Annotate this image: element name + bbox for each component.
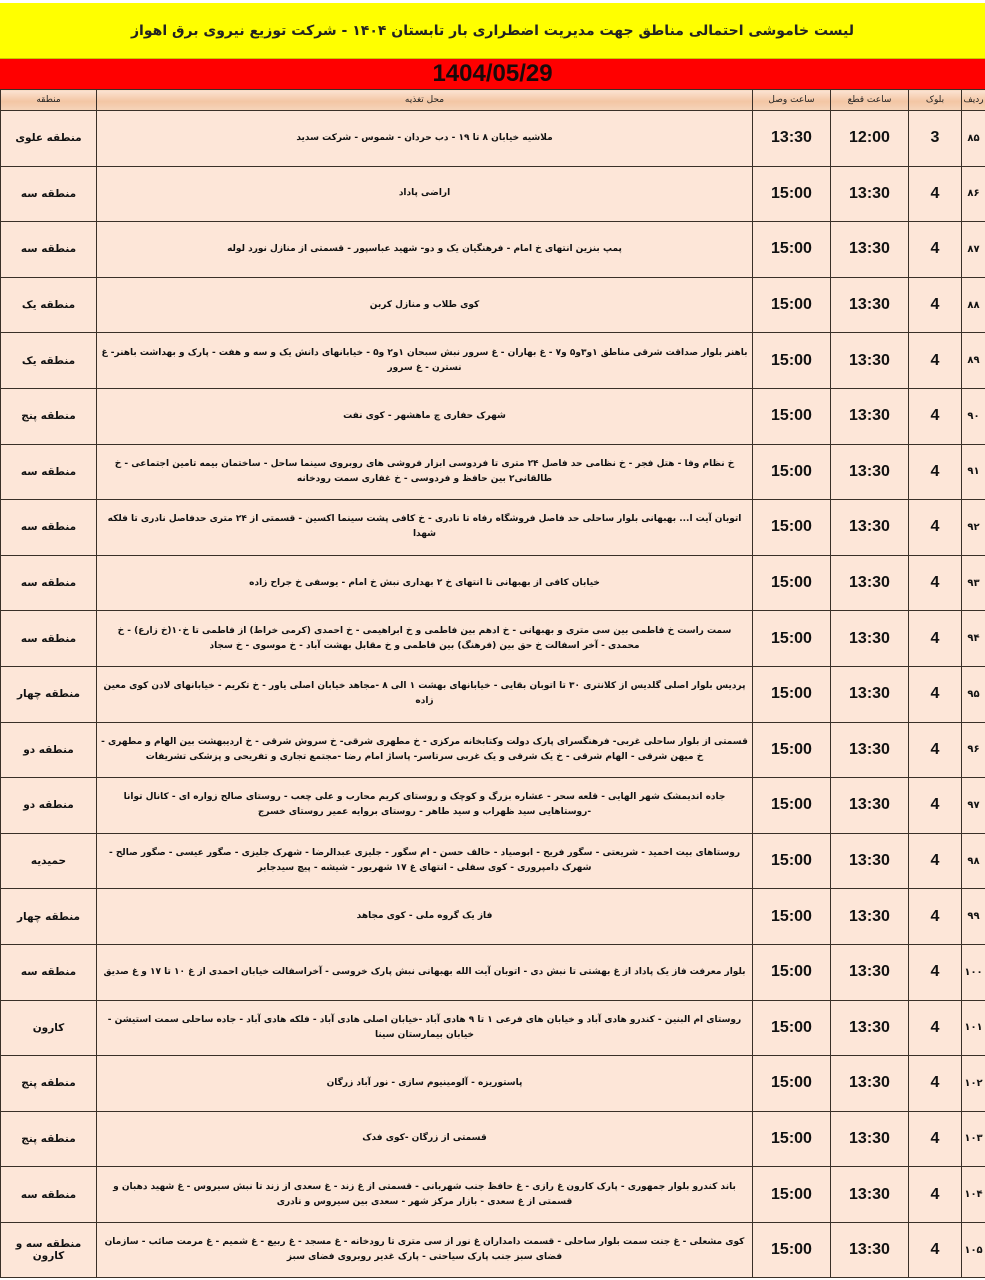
cut-time-cell: 13:30 [831,388,909,444]
row-number-cell: ۱۰۵ [962,1222,985,1278]
region-cell: منطقه سه [1,222,97,278]
block-cell: 4 [909,277,962,333]
cut-time-cell: 13:30 [831,666,909,722]
table-row [1,333,985,389]
page-title: لیست خاموشی احتمالی مناطق جهت مدیریت اضطراری بار تابستان ۱۴۰۴ - شرکت توزیع نیروی برق اهواز [0,3,985,59]
cut-time-cell: 13:30 [831,889,909,945]
cut-time-cell: 13:30 [831,611,909,667]
block-cell: 4 [909,1056,962,1112]
region-cell: منطقه یک [1,277,97,333]
region-cell: منطقه پنج [1,388,97,444]
block-cell: 4 [909,555,962,611]
location-cell: کوی طلاب و منازل کربن [97,277,753,333]
table-row [1,388,985,444]
block-cell: 4 [909,444,962,500]
row-number-cell: ۹۰ [962,388,985,444]
cut-time-cell: 13:30 [831,1000,909,1056]
header-block: بلوک [909,90,962,111]
row-number-cell: ۸۷ [962,222,985,278]
block-cell: 4 [909,1167,962,1223]
row-number-cell: ۹۴ [962,611,985,667]
table-row [1,555,985,611]
region-cell: حمیدیه [1,833,97,889]
block-cell: 4 [909,666,962,722]
row-number-cell: ۹۸ [962,833,985,889]
table-row [1,666,985,722]
block-cell: 4 [909,778,962,834]
cut-time-cell: 13:30 [831,166,909,222]
region-cell: منطقه سه [1,555,97,611]
block-cell: 4 [909,1000,962,1056]
location-cell: باهنر بلوار صداقت شرقی مناطق ۱و۳و۵ و۷ - غ بهاران - غ سرور نبش سبحان ۱و۲ و۵ - خیابانهای دانش یک و سه و هفت - پارک و بهداشت باهنر- غ نسترن - غ سرور [97,333,753,389]
table-row [1,500,985,556]
region-cell: منطقه سه [1,944,97,1000]
connect-time-cell: 15:00 [753,889,831,945]
connect-time-cell: 15:00 [753,1167,831,1223]
connect-time-cell: 15:00 [753,444,831,500]
region-cell: منطقه سه [1,500,97,556]
region-cell: منطقه سه [1,611,97,667]
location-cell: پاستوریزه - آلومینیوم سازی - نور آباد زرگان [97,1056,753,1112]
location-cell: سمت راست خ فاطمی بین سی متری و بهبهانی - خ ادهم بین فاطمی و خ ابراهیمی - خ احمدی (کرمی خراط) از فاطمی تا خ۱۰(خ زارع) - خ محمدی - آخر اسفالت خ حق بین (فرهنگ) بین فاطمی و خ مقابل بهشت آباد - خ موسوی - خ سجاد [97,611,753,667]
cut-time-cell: 13:30 [831,277,909,333]
block-cell: 4 [909,1111,962,1167]
location-cell: شهرک حفاری چ ماهشهر - کوی نفت [97,388,753,444]
table-row [1,166,985,222]
table-row [1,222,985,278]
connect-time-cell: 15:00 [753,1000,831,1056]
connect-time-cell: 15:00 [753,388,831,444]
table-row [1,1167,985,1223]
connect-time-cell: 13:30 [753,111,831,167]
location-cell: باند کندرو بلوار جمهوری - پارک کارون غ رازی - غ حافظ جنب شهربانی - قسمتی از غ زند - غ سعدی از زند تا نبش سیروس - غ شهید دهبان و قسمتی از غ سعدی - بازار مرکز شهر - سعدی بین سیروس و نادری [97,1167,753,1223]
date-banner: 1404/05/29 [0,59,985,89]
cut-time-cell: 13:30 [831,1167,909,1223]
block-cell: 3 [909,111,962,167]
cut-time-cell: 13:30 [831,1222,909,1278]
location-cell: خ نظام وفا - هتل فجر - خ نظامی حد فاصل ۲۴ متری تا فردوسی ابزار فروشی های روبروی سینما ساحل - ساختمان بیمه تامین اجتماعی - خ طالقانی۲ بین حافظ و فردوسی - خ غفاری سمت رودخانه [97,444,753,500]
cut-time-cell: 13:30 [831,833,909,889]
block-cell: 4 [909,889,962,945]
cut-time-cell: 13:30 [831,778,909,834]
block-cell: 4 [909,944,962,1000]
row-number-cell: ۱۰۲ [962,1056,985,1112]
row-number-cell: ۱۰۱ [962,1000,985,1056]
table-row [1,722,985,778]
cut-time-cell: 13:30 [831,944,909,1000]
block-cell: 4 [909,388,962,444]
header-cut-time: ساعت قطع [831,90,909,111]
cut-time-cell: 13:30 [831,444,909,500]
connect-time-cell: 15:00 [753,722,831,778]
row-number-cell: ۸۶ [962,166,985,222]
table-row [1,889,985,945]
table-row [1,1111,985,1167]
header-connect-time: ساعت وصل [753,90,831,111]
cut-time-cell: 13:30 [831,555,909,611]
region-cell: منطقه علوی [1,111,97,167]
region-cell: منطقه دو [1,778,97,834]
location-cell: روستای ام البنین - کندرو هادی آباد و خیابان های فرعی ۱ تا ۹ هادی آباد -خیابان اصلی هادی آباد - فلکه هادی آباد - جاده ساحلی سمت استیشن - خیابان بیمارستان سینا [97,1000,753,1056]
table-row [1,611,985,667]
header-region: منطقه [1,90,97,111]
block-cell: 4 [909,500,962,556]
connect-time-cell: 15:00 [753,1222,831,1278]
location-cell: پردیس بلوار اصلی گلدیس از کلانتری ۳۰ تا اتوبان بقایی - خیابانهای بهشت ۱ الی ۸ -مجاهد خیابان اصلی یاور - خ تکریم - خیابانهای لادن کوی معین زاده [97,666,753,722]
location-cell: اراضی پاداد [97,166,753,222]
connect-time-cell: 15:00 [753,222,831,278]
cut-time-cell: 13:30 [831,333,909,389]
connect-time-cell: 15:00 [753,500,831,556]
location-cell: پمپ بنزین انتهای خ امام - فرهنگیان یک و دو- شهید عباسپور - قسمتی از منازل نورد لوله [97,222,753,278]
table-row [1,833,985,889]
connect-time-cell: 15:00 [753,277,831,333]
table-row [1,778,985,834]
region-cell: منطقه پنج [1,1056,97,1112]
location-cell: اتوبان آیت ا... بهبهانی بلوار ساحلی حد فاصل فروشگاه رفاه تا نادری - خ کافی پشت سینما اکسین - قسمتی از ۲۴ متری حدفاصل نادری تا فلکه شهدا [97,500,753,556]
region-cell: منطقه سه و کارون [1,1222,97,1278]
region-cell: منطقه سه [1,166,97,222]
connect-time-cell: 15:00 [753,166,831,222]
cut-time-cell: 13:30 [831,1056,909,1112]
region-cell: منطقه چهار [1,889,97,945]
location-cell: جاده اندیمشک شهر الهایی - قلعه سحر - عشاره بزرگ و کوچک و روستای کریم محارب و علی چعب - روستای صالح زواره ای - کانال توانا -روستاهایی سید ظهراب و سید طاهر - روستای بروایه عمیر روستای خسرج [97,778,753,834]
block-cell: 4 [909,222,962,278]
region-cell: منطقه دو [1,722,97,778]
header-location: محل تغذیه [97,90,753,111]
connect-time-cell: 15:00 [753,1056,831,1112]
header-row-number: ردیف [962,90,985,111]
connect-time-cell: 15:00 [753,1111,831,1167]
connect-time-cell: 15:00 [753,833,831,889]
region-cell: منطقه سه [1,1167,97,1223]
row-number-cell: ۹۵ [962,666,985,722]
table-row [1,1222,985,1278]
region-cell: کارون [1,1000,97,1056]
outage-schedule-table [0,89,985,1278]
cut-time-cell: 13:30 [831,722,909,778]
row-number-cell: ۱۰۰ [962,944,985,1000]
location-cell: قسمتی از زرگان -کوی فدک [97,1111,753,1167]
row-number-cell: ۹۲ [962,500,985,556]
region-cell: منطقه یک [1,333,97,389]
row-number-cell: ۹۷ [962,778,985,834]
row-number-cell: ۹۳ [962,555,985,611]
connect-time-cell: 15:00 [753,333,831,389]
location-cell: روستاهای بیت احمید - شریعتی - سگور فریح - ابوصیاد - حالف حسن - ام سگور - جلیزی عبدالرضا - شهرک جلیزی - صگور عیسی - صگور صالح - شهرک دامپروری - کوی سفلی - انتهای غ ۱۷ شهریور - شیشه - پیچ سیدجابر [97,833,753,889]
connect-time-cell: 15:00 [753,666,831,722]
table-row [1,944,985,1000]
connect-time-cell: 15:00 [753,778,831,834]
connect-time-cell: 15:00 [753,555,831,611]
block-cell: 4 [909,1222,962,1278]
connect-time-cell: 15:00 [753,944,831,1000]
block-cell: 4 [909,611,962,667]
row-number-cell: ۸۵ [962,111,985,167]
connect-time-cell: 15:00 [753,611,831,667]
cut-time-cell: 13:30 [831,500,909,556]
location-cell: بلوار معرفت فاز یک پاداد از غ بهشتی تا نبش دی - اتوبان آیت الله بهبهانی نبش پارک خروسی - آخراسفالت خیابان احمدی از غ ۱۰ تا ۱۷ و غ صدیق [97,944,753,1000]
location-cell: ملاشیه خیابان ۸ تا ۱۹ - دب حردان - شموس - شرکت سدید [97,111,753,167]
block-cell: 4 [909,833,962,889]
row-number-cell: ۸۹ [962,333,985,389]
location-cell: قسمتی از بلوار ساحلی غربی- فرهنگسرای پارک دولت وکتابخانه مرکزی - خ مطهری شرقی- خ سروش شرقی - خ اردیبهشت بین الهام و مطهری - خ میهن شرقی - الهام شرقی - خ یک شرقی و یک غربی سرتاسر- پاساژ امام رضا -مجتمع تجاری و تفریحی و پزشکی تشریفات [97,722,753,778]
block-cell: 4 [909,166,962,222]
row-number-cell: ۱۰۳ [962,1111,985,1167]
row-number-cell: ۹۶ [962,722,985,778]
cut-time-cell: 13:30 [831,222,909,278]
block-cell: 4 [909,722,962,778]
region-cell: منطقه چهار [1,666,97,722]
row-number-cell: ۸۸ [962,277,985,333]
location-cell: کوی مشعلی - غ جنت سمت بلوار ساحلی - قسمت دامداران غ نور از سی متری تا رودخانه - غ مسجد - غ ربیع - غ شمیم - غ مرمت صائب - سازمان فضای سبز جنب پارک سیاحتی - پارک غدیر روبروی فضای سبز [97,1222,753,1278]
cut-time-cell: 12:00 [831,111,909,167]
cut-time-cell: 13:30 [831,1111,909,1167]
block-cell: 4 [909,333,962,389]
row-number-cell: ۹۹ [962,889,985,945]
region-cell: منطقه سه [1,444,97,500]
row-number-cell: ۹۱ [962,444,985,500]
table-row [1,277,985,333]
table-header-row [1,90,985,111]
row-number-cell: ۱۰۴ [962,1167,985,1223]
location-cell: خیابان کافی از بهبهانی تا انتهای خ ۲ بهداری نبش خ امام - یوسفی خ جراح زاده [97,555,753,611]
table-row [1,1056,985,1112]
table-row [1,1000,985,1056]
region-cell: منطقه پنج [1,1111,97,1167]
table-row [1,111,985,167]
table-row [1,444,985,500]
location-cell: فاز یک گروه ملی - کوی مجاهد [97,889,753,945]
